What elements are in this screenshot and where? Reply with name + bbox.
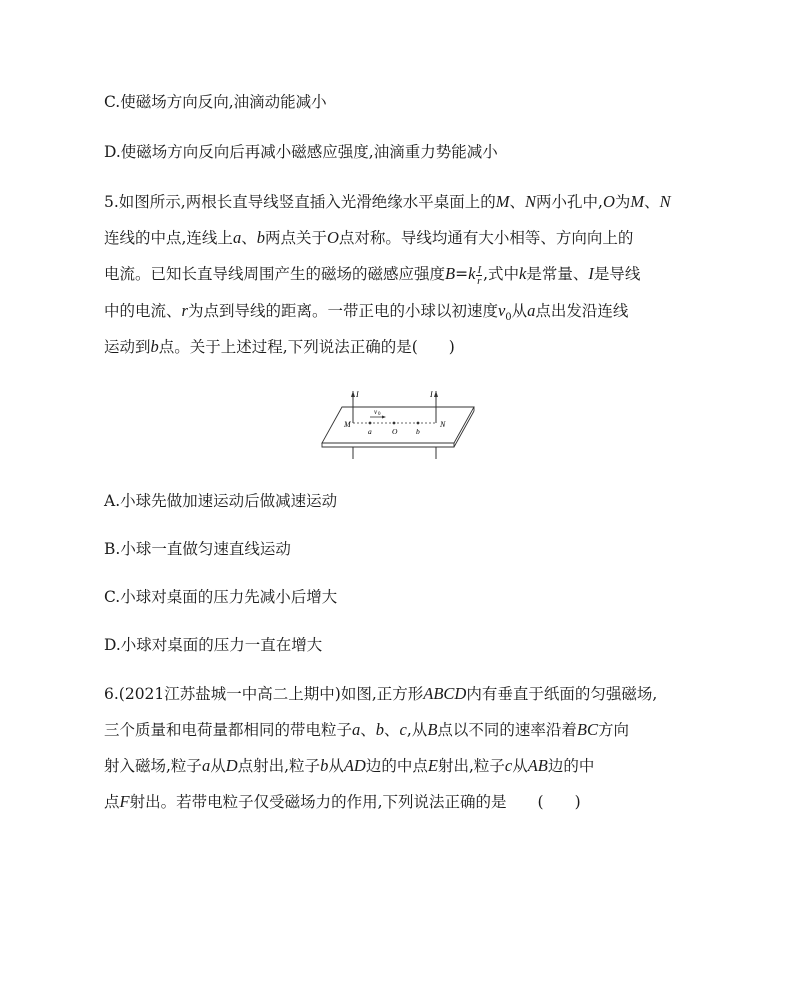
option-a: A.小球先做加速运动后做减速运动 bbox=[104, 492, 338, 510]
label-a: a bbox=[368, 427, 372, 436]
label-n: N bbox=[440, 420, 446, 429]
q5-line3: 电流。已知长直导线周围产生的磁场的磁感应强度B=k $\frac{I}{r}$ ,式中k是常量、I是导线 bbox=[104, 263, 641, 287]
label-b: b bbox=[416, 427, 420, 436]
option-d-prev: D.使磁场方向反向后再减小磁感应强度,油滴重力势能减小 bbox=[104, 143, 498, 161]
option-c: C.小球对桌面的压力先减小后增大 bbox=[104, 588, 338, 606]
q6-line3: 射入磁场,粒子a从D点射出,粒子b从AD边的中点E射出,粒子c从AB边的中 bbox=[104, 756, 595, 775]
q5-line1: 5.如图所示,两根长直导线竖直插入光滑绝缘水平桌面上的M、N两小孔中,O为M、N bbox=[104, 192, 671, 211]
option-d: D.小球对桌面的压力一直在增大 bbox=[104, 636, 323, 654]
label-m: M bbox=[344, 420, 351, 429]
option-c-prev: C.使磁场方向反向,油滴动能减小 bbox=[104, 93, 327, 111]
q5-line4: 中的电流、r为点到导线的距离。一带正电的小球以初速度$v_0$从a点出发沿连线 bbox=[104, 301, 629, 324]
q5-line2: 连线的中点,连线上a、b两点关于O点对称。导线均通有大小相等、方向向上的 bbox=[104, 228, 634, 247]
label-i-left: I bbox=[356, 390, 359, 399]
wires-on-table-figure bbox=[318, 381, 478, 461]
option-b: B.小球一直做匀速直线运动 bbox=[104, 540, 291, 558]
velocity-arrow-icon bbox=[382, 416, 386, 419]
q6-line4: 点F射出。若带电粒子仅受磁场力的作用,下列说法正确的是 ( ) bbox=[104, 792, 581, 811]
label-i-right: I bbox=[430, 390, 433, 399]
label-o: O bbox=[392, 427, 398, 436]
label-v0-sub: 0 bbox=[378, 412, 381, 417]
fraction-i-over-r: $\frac{I}{r}$ bbox=[477, 263, 482, 287]
point-a bbox=[369, 422, 372, 425]
q6-line1: 6.(2021江苏盐城一中高二上期中)如图,正方形ABCD内有垂直于纸面的匀强磁场, bbox=[104, 684, 658, 703]
point-b bbox=[417, 422, 420, 425]
label-v0: v bbox=[374, 408, 378, 416]
point-o bbox=[393, 422, 396, 425]
q6-line2: 三个质量和电荷量都相同的带电粒子a、b、c,从B点以不同的速率沿着BC方向 bbox=[104, 720, 630, 739]
q5-line5: 运动到b点。关于上述过程,下列说法正确的是( ) bbox=[104, 337, 455, 356]
